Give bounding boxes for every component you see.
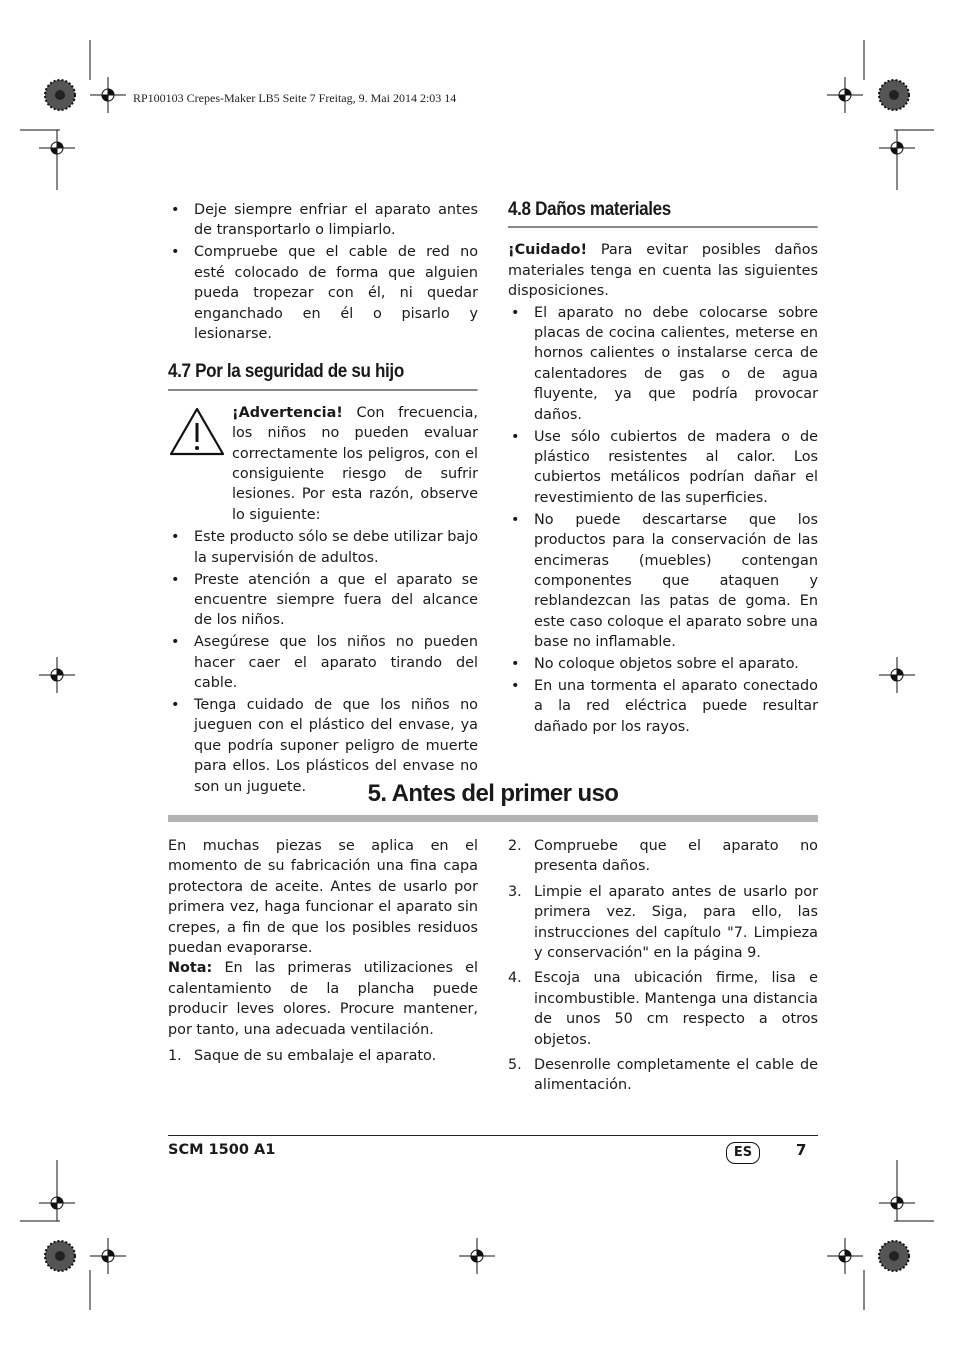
warning-label: ¡Advertencia! — [232, 404, 343, 421]
list-item: • En una tormenta el aparato conectado a la red eléctrica puede resultar dañado por los rayos. — [508, 676, 818, 737]
step-number: 5. — [508, 1057, 522, 1074]
footer-model: SCM 1500 A1 — [168, 1142, 276, 1158]
child-safety-bullet-list — [168, 527, 478, 797]
steps-list-left — [168, 1046, 478, 1066]
list-item: • Compruebe que el cable de red no esté colocado de forma que alguien pueda tropezar con él, ni quedar enganchado en él o pisarlo y lesionarse. — [168, 242, 478, 344]
step-number: 1. — [168, 1048, 182, 1065]
language-badge: ES — [726, 1142, 760, 1164]
list-item: • Use sólo cubiertos de madera o de plástico resistentes al calor. Los cubiertos metálicos podrían dañar el revestimiento de las superficies. — [508, 427, 818, 509]
chapter-title: 5. Antes del primer uso — [367, 780, 619, 807]
caution-text: Para evitar posibles daños materiales tenga en cuenta las siguientes disposiciones. — [508, 242, 818, 300]
list-item — [168, 1046, 478, 1066]
list-item: • Este producto sólo se debe utilizar bajo la supervisión de adultos. — [168, 527, 478, 568]
step-text: Desenrolle completamente el cable de alimentación. — [534, 1057, 818, 1094]
chapter5-right-column — [508, 836, 818, 1101]
chapter5-left-column — [168, 836, 478, 1071]
list-item — [508, 968, 818, 1050]
step-text: Saque de su embalaje el aparato. — [194, 1048, 437, 1065]
warning-triangle-icon — [168, 405, 226, 457]
list-item — [508, 1055, 818, 1096]
page-number: 7 — [796, 1141, 807, 1159]
caution-label: ¡Cuidado! — [508, 242, 588, 259]
list-item: • Preste atención a que el aparato se encuentre siempre fuera del alcance de los niños. — [168, 570, 478, 631]
list-item: • Asegúrese que los niños no pueden hacer caer el aparato tirando del cable. — [168, 632, 478, 693]
footer-rule — [168, 1135, 818, 1136]
step-number: 2. — [508, 838, 522, 854]
steps-list-right — [508, 836, 818, 1096]
list-item: • Deje siempre enfriar el aparato antes de transportarlo o limpiarlo. — [168, 200, 478, 241]
section-heading-4-8: 4.8 Daños materiales — [508, 200, 818, 228]
list-item: • El aparato no debe colocarse sobre placas de cocina calientes, meterse en hornos calientes o instalarse cerca de calentadores de gas o de agua fluyente, ya que podría provocar daños. — [508, 303, 818, 425]
intro-bullet-list — [168, 200, 478, 344]
note-paragraph — [168, 958, 478, 1040]
right-column — [508, 200, 818, 739]
list-item: • No puede descartarse que los productos para la conservación de las encimeras (muebles) contengan componentes que ataquen y reblandezcan las patas de goma. En este caso coloque el aparato sobre una base no inflamable. — [508, 510, 818, 653]
note-label: Nota: — [168, 960, 213, 977]
step-text: Escoja una ubicación firme, lisa e incombustible. Mantenga una distancia de unos 50 cm respecto a otros objetos. — [534, 970, 818, 1048]
step-text: Limpie el aparato antes de usarlo por primera vez. Siga, para ello, las instrucciones del capítulo "7. Limpieza y conservación" en la página 9. — [534, 883, 818, 962]
material-damage-bullet-list — [508, 303, 818, 738]
print-header: RP100103 Crepes-Maker LB5 Seite 7 Freitag, 9. Mai 2014 2:03 14 — [133, 91, 457, 105]
warning-block — [168, 403, 478, 525]
note-text: En las primeras utilizaciones el calentamiento de la plancha puede producir leves olores. Procure mantener, por tanto, una adecuada ventilación. — [168, 960, 478, 1038]
left-column — [168, 200, 478, 798]
step-text: Compruebe que el aparato no presenta daños. — [534, 838, 818, 875]
list-item: • No coloque objetos sobre el aparato. — [508, 654, 818, 674]
warning-text: Con frecuencia, los niños no pueden evaluar correctamente los peligros, con el consiguiente riesgo de sufrir lesiones. Por esta razón, observe lo siguiente: — [232, 404, 478, 523]
list-item: • Tenga cuidado de que los niños no jueguen con el plástico del envase, ya que podría suponer peligro de muerte para ellos. Los plásticos del envase no son un juguete. — [168, 695, 478, 797]
list-item — [508, 882, 818, 964]
step-number: 3. — [508, 883, 522, 900]
chapter-rule — [168, 815, 818, 822]
caution-paragraph — [508, 240, 818, 301]
list-item — [508, 836, 818, 877]
chapter5-intro: En muchas piezas se aplica en el momento de su fabricación una fina capa protectora de aceite. Antes de usarlo por primera vez, haga funcionar el aparato sin crepes, a fin de que los posibles residuos puedan evaporarse. — [168, 838, 478, 957]
step-number: 4. — [508, 970, 522, 987]
section-heading-4-7: 4.7 Por la seguridad de su hijo — [168, 362, 478, 390]
warning-paragraph — [232, 403, 478, 525]
